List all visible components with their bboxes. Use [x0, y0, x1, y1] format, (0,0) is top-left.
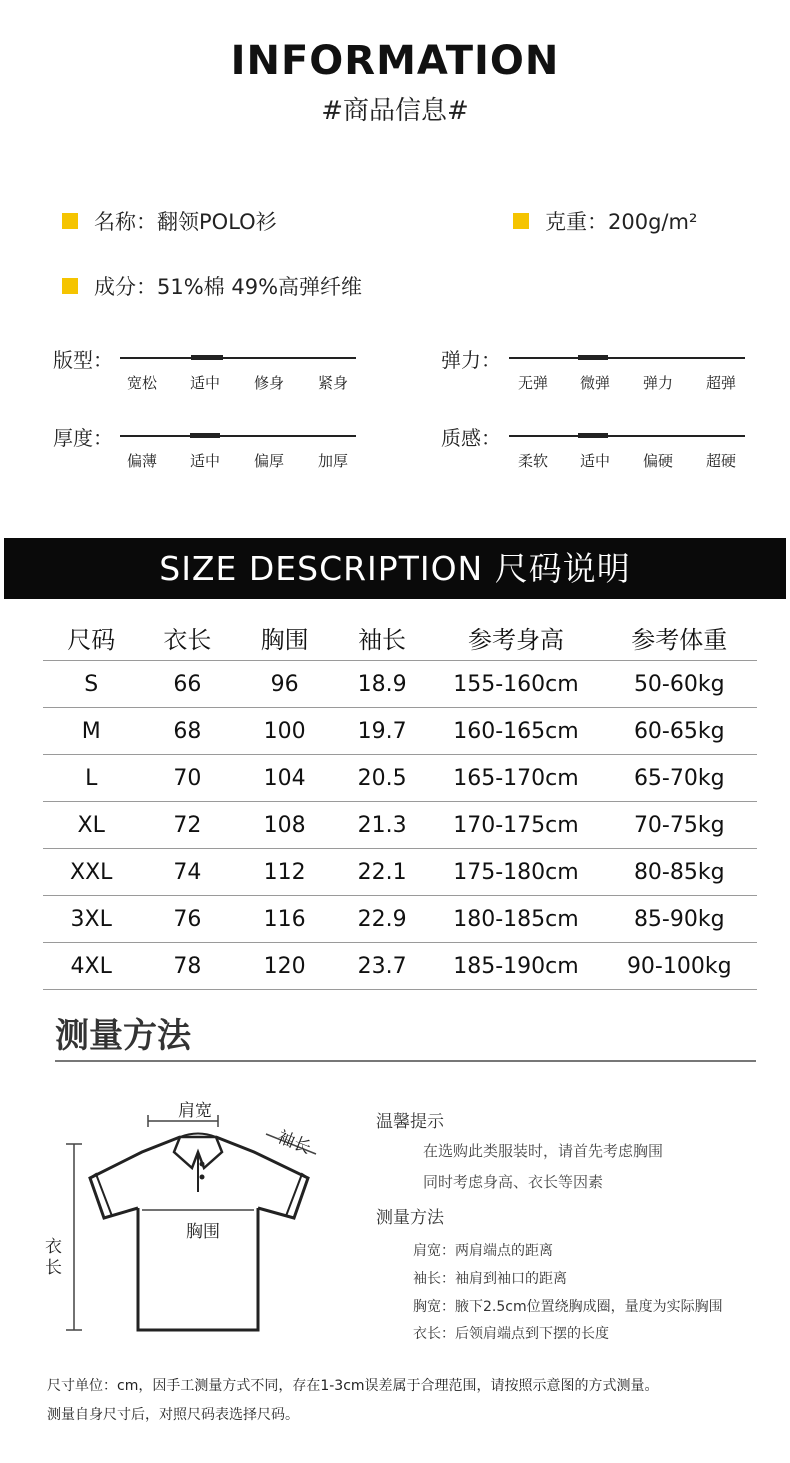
table-cell: 90-100kg [602, 943, 757, 990]
table-cell: 19.7 [334, 708, 431, 755]
method-chest: 胸宽：腋下2.5cm位置绕胸成圈，量度为实际胸围 [413, 1299, 723, 1315]
scale-fit-option: 紧身 [317, 374, 348, 392]
footer-note: 尺寸单位：cm，因手工测量方式不同，存在1-3cm误差属于合理范围，请按照示意图的方式测量。 [47, 1378, 659, 1394]
table-cell: 104 [235, 755, 333, 802]
table-cell: 66 [139, 661, 235, 708]
method-sleeve: 袖长：袖肩到袖口的距离 [413, 1271, 567, 1287]
table-cell: 185-190cm [430, 943, 601, 990]
table-cell: 18.9 [334, 661, 431, 708]
scale-thickness-line [120, 435, 356, 437]
scale-elasticity-option: 微弹 [579, 374, 610, 392]
scale-elasticity-label: 弹力： [441, 348, 501, 372]
attribute-material-text: 成分：51%棉 49%高弹纤维 [94, 275, 363, 299]
tip-line: 同时考虑身高、衣长等因素 [423, 1173, 604, 1191]
diagram-length-label-top: 衣 [45, 1237, 62, 1257]
scale-texture-option: 偏硬 [642, 452, 673, 470]
table-cell: 21.3 [334, 802, 431, 849]
size-banner: SIZE DESCRIPTION 尺码说明 [4, 538, 786, 599]
section-divider [55, 1060, 756, 1062]
attribute-weight-text: 克重：200g/m² [545, 210, 698, 234]
scale-thickness-marker [190, 433, 220, 438]
scale-fit-label: 版型： [53, 348, 113, 372]
scale-elasticity-option: 超弹 [705, 374, 736, 392]
scale-elasticity-marker [578, 355, 608, 360]
bullet-square-icon [62, 278, 78, 294]
table-row [43, 755, 757, 802]
table-cell: S [43, 661, 139, 708]
scale-thickness-option: 偏厚 [253, 452, 284, 470]
attribute-weight [513, 206, 697, 236]
table-cell: 170-175cm [430, 802, 601, 849]
polo-shirt-diagram-icon [40, 1090, 350, 1340]
diagram-chest-label: 胸围 [186, 1222, 220, 1242]
scale-fit [53, 344, 113, 373]
table-cell: 65-70kg [602, 755, 757, 802]
table-cell: 85-90kg [602, 896, 757, 943]
tip-line: 在选购此类服装时，请首先考虑胸围 [423, 1142, 664, 1160]
attribute-material [62, 271, 362, 301]
attribute-name [62, 206, 277, 236]
column-header: 衣长 [139, 614, 235, 661]
measure-title: 测量方法 [55, 1016, 191, 1056]
table-cell: 120 [235, 943, 333, 990]
diagram-shoulder-label: 肩宽 [178, 1101, 212, 1121]
attribute-name-text: 名称：翻领POLO衫 [94, 210, 277, 234]
table-cell: XXL [43, 849, 139, 896]
table-cell: XL [43, 802, 139, 849]
scale-fit-marker [191, 355, 223, 360]
table-cell: 20.5 [334, 755, 431, 802]
table-cell: 108 [235, 802, 333, 849]
table-cell: 68 [139, 708, 235, 755]
scale-texture-option: 适中 [579, 452, 610, 470]
scale-fit-option: 宽松 [126, 374, 157, 392]
table-cell: L [43, 755, 139, 802]
method-shoulder: 肩宽：两肩端点的距离 [413, 1243, 553, 1259]
page-subtitle: #商品信息# [321, 96, 469, 126]
tips-title: 温馨提示 [376, 1112, 444, 1132]
table-cell: 112 [235, 849, 333, 896]
bullet-square-icon [62, 213, 78, 229]
table-cell: 72 [139, 802, 235, 849]
scale-thickness [53, 422, 113, 451]
table-cell: 70 [139, 755, 235, 802]
table-cell: 3XL [43, 896, 139, 943]
scale-elasticity-option: 无弹 [517, 374, 548, 392]
scale-elasticity-line [509, 357, 745, 359]
size-table [43, 614, 757, 990]
scale-thickness-option: 适中 [189, 452, 220, 470]
table-cell: M [43, 708, 139, 755]
table-cell: 180-185cm [430, 896, 601, 943]
table-cell: 23.7 [334, 943, 431, 990]
table-cell: 60-65kg [602, 708, 757, 755]
table-cell: 4XL [43, 943, 139, 990]
table-cell: 22.1 [334, 849, 431, 896]
method-length: 衣长：后领肩端点到下摆的长度 [413, 1326, 609, 1342]
scale-thickness-label: 厚度： [53, 426, 113, 450]
column-header: 参考体重 [602, 614, 757, 661]
page-title: INFORMATION [230, 38, 560, 84]
scale-fit-line [120, 357, 356, 359]
column-header: 胸围 [235, 614, 333, 661]
table-cell: 165-170cm [430, 755, 601, 802]
table-cell: 100 [235, 708, 333, 755]
scale-texture [441, 422, 501, 451]
table-cell: 70-75kg [602, 802, 757, 849]
scale-elasticity-option: 弹力 [642, 374, 673, 392]
scale-texture-option: 超硬 [705, 452, 736, 470]
diagram-sleeve-label: 袖长 [274, 1127, 314, 1159]
table-row [43, 849, 757, 896]
table-cell: 160-165cm [430, 708, 601, 755]
table-cell: 116 [235, 896, 333, 943]
diagram-length-label-bottom: 长 [45, 1258, 62, 1278]
scale-texture-option: 柔软 [517, 452, 548, 470]
table-cell: 74 [139, 849, 235, 896]
method-title: 测量方法 [376, 1208, 444, 1228]
table-row [43, 802, 757, 849]
scale-texture-line [509, 435, 745, 437]
column-header: 参考身高 [430, 614, 601, 661]
scale-thickness-option: 偏薄 [126, 452, 157, 470]
bullet-square-icon [513, 213, 529, 229]
column-header: 袖长 [334, 614, 431, 661]
footer-note: 测量自身尺寸后，对照尺码表选择尺码。 [47, 1407, 299, 1423]
scale-fit-option: 适中 [189, 374, 220, 392]
table-row [43, 896, 757, 943]
column-header: 尺码 [43, 614, 139, 661]
size-table-header [43, 614, 757, 661]
table-cell: 155-160cm [430, 661, 601, 708]
scale-thickness-option: 加厚 [317, 452, 348, 470]
table-cell: 96 [235, 661, 333, 708]
table-cell: 80-85kg [602, 849, 757, 896]
table-row [43, 943, 757, 990]
table-cell: 22.9 [334, 896, 431, 943]
table-cell: 78 [139, 943, 235, 990]
table-cell: 76 [139, 896, 235, 943]
table-row [43, 661, 757, 708]
table-row [43, 708, 757, 755]
scale-texture-label: 质感： [441, 426, 501, 450]
scale-texture-marker [578, 433, 608, 438]
scale-elasticity [441, 344, 501, 373]
table-cell: 175-180cm [430, 849, 601, 896]
table-cell: 50-60kg [602, 661, 757, 708]
scale-fit-option: 修身 [253, 374, 284, 392]
